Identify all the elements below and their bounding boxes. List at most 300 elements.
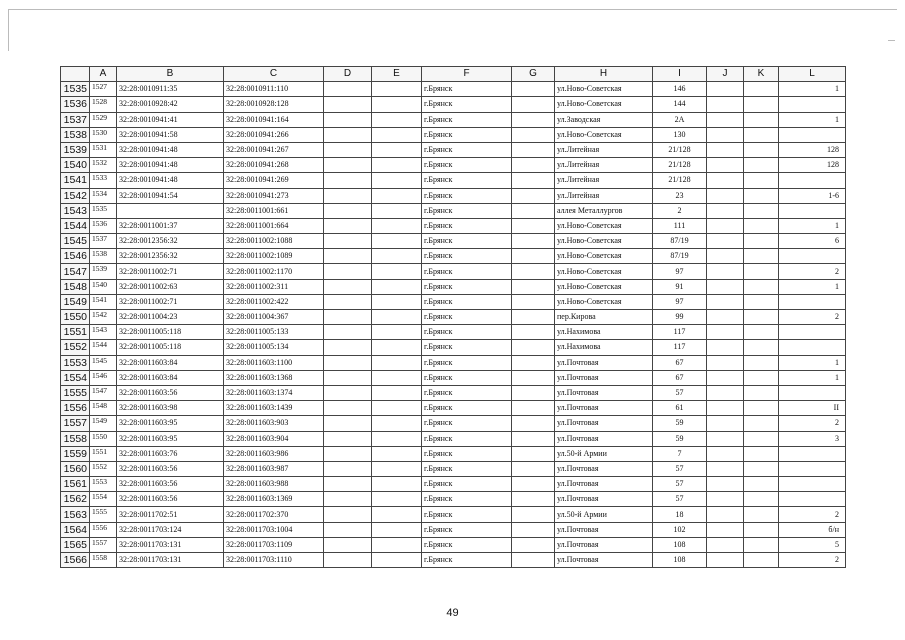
row-number[interactable]: 1562	[61, 492, 90, 507]
cell-g[interactable]	[512, 446, 555, 461]
cell-b[interactable]: 32:28:0010941:58	[117, 127, 224, 142]
cell-f[interactable]: г.Брянск	[422, 507, 512, 522]
cell-f[interactable]: г.Брянск	[422, 370, 512, 385]
cell-i[interactable]: 99	[653, 310, 707, 325]
cell-a[interactable]: 1553	[90, 477, 117, 492]
cell-f[interactable]: г.Брянск	[422, 355, 512, 370]
cell-f[interactable]: г.Брянск	[422, 173, 512, 188]
cell-i[interactable]: 102	[653, 522, 707, 537]
cell-d[interactable]	[324, 127, 372, 142]
cell-a[interactable]: 1549	[90, 416, 117, 431]
cell-d[interactable]	[324, 401, 372, 416]
cell-a[interactable]: 1535	[90, 203, 117, 218]
cell-d[interactable]	[324, 385, 372, 400]
cell-h[interactable]: аллея Металлургов	[555, 203, 653, 218]
cell-i[interactable]: 59	[653, 431, 707, 446]
cell-l[interactable]	[779, 325, 846, 340]
cell-g[interactable]	[512, 416, 555, 431]
cell-e[interactable]	[372, 142, 422, 157]
cell-e[interactable]	[372, 446, 422, 461]
cell-g[interactable]	[512, 477, 555, 492]
row-number[interactable]: 1546	[61, 249, 90, 264]
row-number[interactable]: 1540	[61, 158, 90, 173]
cell-c[interactable]: 32:28:0011603:1100	[224, 355, 324, 370]
cell-g[interactable]	[512, 461, 555, 476]
cell-l[interactable]: б/н	[779, 522, 846, 537]
cell-j[interactable]	[707, 97, 744, 112]
cell-g[interactable]	[512, 431, 555, 446]
cell-f[interactable]: г.Брянск	[422, 537, 512, 552]
cell-a[interactable]: 1544	[90, 340, 117, 355]
cell-f[interactable]: г.Брянск	[422, 522, 512, 537]
row-number[interactable]: 1541	[61, 173, 90, 188]
cell-a[interactable]: 1541	[90, 294, 117, 309]
cell-g[interactable]	[512, 294, 555, 309]
cell-c[interactable]: 32:28:0011603:988	[224, 477, 324, 492]
cell-h[interactable]: ул.50-й Армии	[555, 507, 653, 522]
cell-j[interactable]	[707, 416, 744, 431]
cell-b[interactable]: 32:28:0011005:118	[117, 325, 224, 340]
cell-b[interactable]: 32:28:0011603:56	[117, 385, 224, 400]
cell-l[interactable]: 2	[779, 507, 846, 522]
cell-l[interactable]	[779, 385, 846, 400]
cell-a[interactable]: 1554	[90, 492, 117, 507]
cell-l[interactable]: 1	[779, 355, 846, 370]
cell-h[interactable]: ул.Литейная	[555, 142, 653, 157]
cell-k[interactable]	[744, 370, 779, 385]
cell-k[interactable]	[744, 537, 779, 552]
cell-h[interactable]: ул.Литейная	[555, 158, 653, 173]
column-header[interactable]: A	[90, 67, 117, 82]
cell-d[interactable]	[324, 203, 372, 218]
cell-h[interactable]: ул.Почтовая	[555, 401, 653, 416]
cell-b[interactable]: 32:28:0010941:54	[117, 188, 224, 203]
cell-a[interactable]: 1528	[90, 97, 117, 112]
row-number[interactable]: 1544	[61, 218, 90, 233]
column-header[interactable]: K	[744, 67, 779, 82]
row-number[interactable]: 1559	[61, 446, 90, 461]
cell-f[interactable]: г.Брянск	[422, 203, 512, 218]
select-all-corner[interactable]	[61, 67, 90, 82]
cell-h[interactable]: ул.Литейная	[555, 188, 653, 203]
cell-h[interactable]: ул.Ново-Советская	[555, 264, 653, 279]
cell-g[interactable]	[512, 127, 555, 142]
cell-c[interactable]: 32:28:0011603:986	[224, 446, 324, 461]
cell-f[interactable]: г.Брянск	[422, 553, 512, 568]
cell-l[interactable]: 128	[779, 142, 846, 157]
cell-a[interactable]: 1551	[90, 446, 117, 461]
cell-a[interactable]: 1548	[90, 401, 117, 416]
cell-a[interactable]: 1530	[90, 127, 117, 142]
cell-b[interactable]: 32:28:0011603:84	[117, 355, 224, 370]
cell-e[interactable]	[372, 477, 422, 492]
cell-k[interactable]	[744, 477, 779, 492]
cell-j[interactable]	[707, 142, 744, 157]
cell-l[interactable]: 3	[779, 431, 846, 446]
cell-h[interactable]: ул.Ново-Советская	[555, 234, 653, 249]
cell-k[interactable]	[744, 97, 779, 112]
cell-h[interactable]: ул.Заводская	[555, 112, 653, 127]
cell-d[interactable]	[324, 310, 372, 325]
cell-g[interactable]	[512, 112, 555, 127]
cell-i[interactable]: 108	[653, 537, 707, 552]
cell-b[interactable]: 32:28:0011603:95	[117, 431, 224, 446]
cell-f[interactable]: г.Брянск	[422, 310, 512, 325]
cell-j[interactable]	[707, 507, 744, 522]
cell-b[interactable]: 32:28:0011002:71	[117, 294, 224, 309]
cell-h[interactable]: пер.Кирова	[555, 310, 653, 325]
cell-h[interactable]: ул.Почтовая	[555, 431, 653, 446]
cell-i[interactable]: 61	[653, 401, 707, 416]
row-number[interactable]: 1561	[61, 477, 90, 492]
row-number[interactable]: 1547	[61, 264, 90, 279]
cell-d[interactable]	[324, 355, 372, 370]
row-number[interactable]: 1563	[61, 507, 90, 522]
cell-j[interactable]	[707, 325, 744, 340]
cell-g[interactable]	[512, 158, 555, 173]
row-number[interactable]: 1545	[61, 234, 90, 249]
cell-c[interactable]: 32:28:0011603:904	[224, 431, 324, 446]
cell-i[interactable]: 87/19	[653, 234, 707, 249]
cell-c[interactable]: 32:28:0010941:269	[224, 173, 324, 188]
cell-e[interactable]	[372, 522, 422, 537]
cell-k[interactable]	[744, 385, 779, 400]
cell-a[interactable]: 1557	[90, 537, 117, 552]
cell-k[interactable]	[744, 264, 779, 279]
cell-b[interactable]: 32:28:0011703:131	[117, 553, 224, 568]
cell-k[interactable]	[744, 279, 779, 294]
cell-j[interactable]	[707, 82, 744, 97]
cell-i[interactable]: 130	[653, 127, 707, 142]
cell-i[interactable]: 57	[653, 477, 707, 492]
cell-b[interactable]: 32:28:0011002:71	[117, 264, 224, 279]
cell-f[interactable]: г.Брянск	[422, 188, 512, 203]
cell-e[interactable]	[372, 310, 422, 325]
cell-i[interactable]: 97	[653, 264, 707, 279]
cell-l[interactable]: II	[779, 401, 846, 416]
column-header[interactable]: J	[707, 67, 744, 82]
cell-g[interactable]	[512, 401, 555, 416]
cell-b[interactable]: 32:28:0011603:56	[117, 461, 224, 476]
row-number[interactable]: 1543	[61, 203, 90, 218]
cell-k[interactable]	[744, 492, 779, 507]
cell-i[interactable]: 21/128	[653, 142, 707, 157]
cell-k[interactable]	[744, 234, 779, 249]
cell-d[interactable]	[324, 325, 372, 340]
cell-e[interactable]	[372, 401, 422, 416]
cell-l[interactable]: 2	[779, 310, 846, 325]
cell-h[interactable]: ул.Ново-Советская	[555, 97, 653, 112]
cell-i[interactable]: 18	[653, 507, 707, 522]
cell-d[interactable]	[324, 477, 372, 492]
cell-c[interactable]: 32:28:0011002:311	[224, 279, 324, 294]
column-header[interactable]: E	[372, 67, 422, 82]
cell-i[interactable]: 87/19	[653, 249, 707, 264]
cell-j[interactable]	[707, 249, 744, 264]
cell-e[interactable]	[372, 97, 422, 112]
cell-a[interactable]: 1532	[90, 158, 117, 173]
cell-f[interactable]: г.Брянск	[422, 340, 512, 355]
cell-d[interactable]	[324, 173, 372, 188]
cell-a[interactable]: 1538	[90, 249, 117, 264]
cell-g[interactable]	[512, 188, 555, 203]
cell-k[interactable]	[744, 522, 779, 537]
cell-d[interactable]	[324, 446, 372, 461]
cell-c[interactable]: 32:28:0011603:903	[224, 416, 324, 431]
cell-b[interactable]: 32:28:0011603:56	[117, 492, 224, 507]
cell-h[interactable]: ул.Почтовая	[555, 370, 653, 385]
cell-b[interactable]: 32:28:0012356:32	[117, 249, 224, 264]
cell-b[interactable]: 32:28:0010941:41	[117, 112, 224, 127]
cell-a[interactable]: 1543	[90, 325, 117, 340]
cell-j[interactable]	[707, 522, 744, 537]
cell-a[interactable]: 1556	[90, 522, 117, 537]
cell-h[interactable]: ул.Почтовая	[555, 461, 653, 476]
cell-l[interactable]: 5	[779, 537, 846, 552]
cell-c[interactable]: 32:28:0010911:110	[224, 82, 324, 97]
cell-j[interactable]	[707, 553, 744, 568]
cell-c[interactable]: 32:28:0011002:1170	[224, 264, 324, 279]
cell-d[interactable]	[324, 294, 372, 309]
cell-d[interactable]	[324, 279, 372, 294]
cell-j[interactable]	[707, 264, 744, 279]
cell-c[interactable]: 32:28:0011005:134	[224, 340, 324, 355]
cell-f[interactable]: г.Брянск	[422, 325, 512, 340]
cell-l[interactable]: 2	[779, 264, 846, 279]
cell-a[interactable]: 1531	[90, 142, 117, 157]
cell-d[interactable]	[324, 249, 372, 264]
cell-i[interactable]: 67	[653, 355, 707, 370]
column-header[interactable]: C	[224, 67, 324, 82]
cell-e[interactable]	[372, 385, 422, 400]
row-number[interactable]: 1564	[61, 522, 90, 537]
row-number[interactable]: 1553	[61, 355, 90, 370]
cell-e[interactable]	[372, 416, 422, 431]
cell-l[interactable]: 1	[779, 218, 846, 233]
cell-f[interactable]: г.Брянск	[422, 279, 512, 294]
cell-h[interactable]: ул.Нахимова	[555, 325, 653, 340]
cell-b[interactable]: 32:28:0011603:98	[117, 401, 224, 416]
cell-f[interactable]: г.Брянск	[422, 218, 512, 233]
cell-k[interactable]	[744, 431, 779, 446]
row-number[interactable]: 1557	[61, 416, 90, 431]
cell-k[interactable]	[744, 401, 779, 416]
cell-k[interactable]	[744, 416, 779, 431]
cell-c[interactable]: 32:28:0011002:422	[224, 294, 324, 309]
cell-g[interactable]	[512, 325, 555, 340]
cell-i[interactable]: 91	[653, 279, 707, 294]
cell-k[interactable]	[744, 553, 779, 568]
cell-e[interactable]	[372, 340, 422, 355]
cell-c[interactable]: 32:28:0011703:1004	[224, 522, 324, 537]
cell-g[interactable]	[512, 218, 555, 233]
cell-h[interactable]: ул.Ново-Советская	[555, 127, 653, 142]
cell-i[interactable]: 111	[653, 218, 707, 233]
cell-j[interactable]	[707, 370, 744, 385]
cell-a[interactable]: 1539	[90, 264, 117, 279]
cell-d[interactable]	[324, 112, 372, 127]
cell-d[interactable]	[324, 507, 372, 522]
cell-h[interactable]: ул.Литейная	[555, 173, 653, 188]
cell-h[interactable]: ул.Ново-Советская	[555, 279, 653, 294]
cell-g[interactable]	[512, 340, 555, 355]
cell-a[interactable]: 1533	[90, 173, 117, 188]
cell-b[interactable]: 32:28:0011703:124	[117, 522, 224, 537]
cell-l[interactable]	[779, 97, 846, 112]
cell-i[interactable]: 97	[653, 294, 707, 309]
cell-i[interactable]: 117	[653, 325, 707, 340]
cell-e[interactable]	[372, 127, 422, 142]
cell-a[interactable]: 1529	[90, 112, 117, 127]
cell-g[interactable]	[512, 142, 555, 157]
cell-l[interactable]: 6	[779, 234, 846, 249]
cell-c[interactable]: 32:28:0011703:1110	[224, 553, 324, 568]
cell-e[interactable]	[372, 218, 422, 233]
cell-k[interactable]	[744, 218, 779, 233]
cell-f[interactable]: г.Брянск	[422, 249, 512, 264]
cell-j[interactable]	[707, 310, 744, 325]
cell-a[interactable]: 1545	[90, 355, 117, 370]
cell-d[interactable]	[324, 264, 372, 279]
cell-k[interactable]	[744, 142, 779, 157]
cell-k[interactable]	[744, 325, 779, 340]
cell-k[interactable]	[744, 461, 779, 476]
cell-d[interactable]	[324, 370, 372, 385]
cell-j[interactable]	[707, 401, 744, 416]
cell-h[interactable]: ул.Нахимова	[555, 340, 653, 355]
cell-d[interactable]	[324, 142, 372, 157]
cell-e[interactable]	[372, 294, 422, 309]
cell-c[interactable]: 32:28:0010941:266	[224, 127, 324, 142]
cell-j[interactable]	[707, 218, 744, 233]
cell-f[interactable]: г.Брянск	[422, 97, 512, 112]
cell-g[interactable]	[512, 310, 555, 325]
cell-i[interactable]: 108	[653, 553, 707, 568]
cell-b[interactable]: 32:28:0010941:48	[117, 142, 224, 157]
cell-b[interactable]: 32:28:0011002:63	[117, 279, 224, 294]
cell-e[interactable]	[372, 492, 422, 507]
cell-k[interactable]	[744, 340, 779, 355]
cell-f[interactable]: г.Брянск	[422, 234, 512, 249]
cell-k[interactable]	[744, 355, 779, 370]
cell-g[interactable]	[512, 82, 555, 97]
row-number[interactable]: 1565	[61, 537, 90, 552]
cell-f[interactable]: г.Брянск	[422, 461, 512, 476]
cell-c[interactable]: 32:28:0011603:987	[224, 461, 324, 476]
cell-e[interactable]	[372, 188, 422, 203]
cell-d[interactable]	[324, 461, 372, 476]
cell-g[interactable]	[512, 203, 555, 218]
cell-h[interactable]: ул.50-й Армии	[555, 446, 653, 461]
cell-h[interactable]: ул.Ново-Советская	[555, 218, 653, 233]
column-header[interactable]: G	[512, 67, 555, 82]
cell-h[interactable]: ул.Почтовая	[555, 492, 653, 507]
column-header[interactable]: H	[555, 67, 653, 82]
cell-b[interactable]: 32:28:0010911:35	[117, 82, 224, 97]
cell-j[interactable]	[707, 127, 744, 142]
row-number[interactable]: 1555	[61, 385, 90, 400]
cell-a[interactable]: 1558	[90, 553, 117, 568]
cell-c[interactable]: 32:28:0011603:1368	[224, 370, 324, 385]
cell-d[interactable]	[324, 97, 372, 112]
cell-l[interactable]: 1	[779, 82, 846, 97]
cell-j[interactable]	[707, 537, 744, 552]
cell-i[interactable]: 21/128	[653, 158, 707, 173]
cell-l[interactable]	[779, 294, 846, 309]
cell-j[interactable]	[707, 355, 744, 370]
cell-g[interactable]	[512, 492, 555, 507]
cell-g[interactable]	[512, 355, 555, 370]
column-header[interactable]: B	[117, 67, 224, 82]
cell-f[interactable]: г.Брянск	[422, 127, 512, 142]
cell-c[interactable]: 32:28:0011001:664	[224, 218, 324, 233]
cell-k[interactable]	[744, 158, 779, 173]
cell-j[interactable]	[707, 294, 744, 309]
cell-h[interactable]: ул.Почтовая	[555, 553, 653, 568]
row-number[interactable]: 1551	[61, 325, 90, 340]
row-number[interactable]: 1550	[61, 310, 90, 325]
cell-l[interactable]	[779, 173, 846, 188]
cell-i[interactable]: 144	[653, 97, 707, 112]
cell-j[interactable]	[707, 188, 744, 203]
cell-k[interactable]	[744, 112, 779, 127]
column-header[interactable]: L	[779, 67, 846, 82]
cell-h[interactable]: ул.Почтовая	[555, 385, 653, 400]
cell-l[interactable]	[779, 340, 846, 355]
cell-e[interactable]	[372, 203, 422, 218]
row-number[interactable]: 1542	[61, 188, 90, 203]
row-number[interactable]: 1536	[61, 97, 90, 112]
cell-h[interactable]: ул.Почтовая	[555, 416, 653, 431]
cell-e[interactable]	[372, 234, 422, 249]
cell-f[interactable]: г.Брянск	[422, 492, 512, 507]
cell-b[interactable]: 32:28:0011001:37	[117, 218, 224, 233]
cell-j[interactable]	[707, 203, 744, 218]
cell-j[interactable]	[707, 340, 744, 355]
cell-l[interactable]	[779, 492, 846, 507]
cell-l[interactable]	[779, 446, 846, 461]
cell-h[interactable]: ул.Ново-Советская	[555, 249, 653, 264]
cell-c[interactable]: 32:28:0011005:133	[224, 325, 324, 340]
cell-c[interactable]: 32:28:0010941:273	[224, 188, 324, 203]
cell-a[interactable]: 1540	[90, 279, 117, 294]
cell-k[interactable]	[744, 249, 779, 264]
cell-g[interactable]	[512, 249, 555, 264]
cell-j[interactable]	[707, 446, 744, 461]
cell-k[interactable]	[744, 310, 779, 325]
row-number[interactable]: 1558	[61, 431, 90, 446]
cell-i[interactable]: 2	[653, 203, 707, 218]
cell-g[interactable]	[512, 553, 555, 568]
cell-c[interactable]: 32:28:0011603:1439	[224, 401, 324, 416]
cell-d[interactable]	[324, 537, 372, 552]
cell-i[interactable]: 2А	[653, 112, 707, 127]
cell-l[interactable]	[779, 461, 846, 476]
cell-g[interactable]	[512, 507, 555, 522]
cell-e[interactable]	[372, 173, 422, 188]
cell-e[interactable]	[372, 431, 422, 446]
cell-l[interactable]: 2	[779, 553, 846, 568]
cell-g[interactable]	[512, 97, 555, 112]
cell-k[interactable]	[744, 446, 779, 461]
cell-d[interactable]	[324, 234, 372, 249]
cell-h[interactable]: ул.Почтовая	[555, 522, 653, 537]
cell-j[interactable]	[707, 158, 744, 173]
cell-c[interactable]: 32:28:0010941:268	[224, 158, 324, 173]
cell-d[interactable]	[324, 340, 372, 355]
cell-j[interactable]	[707, 477, 744, 492]
cell-f[interactable]: г.Брянск	[422, 158, 512, 173]
